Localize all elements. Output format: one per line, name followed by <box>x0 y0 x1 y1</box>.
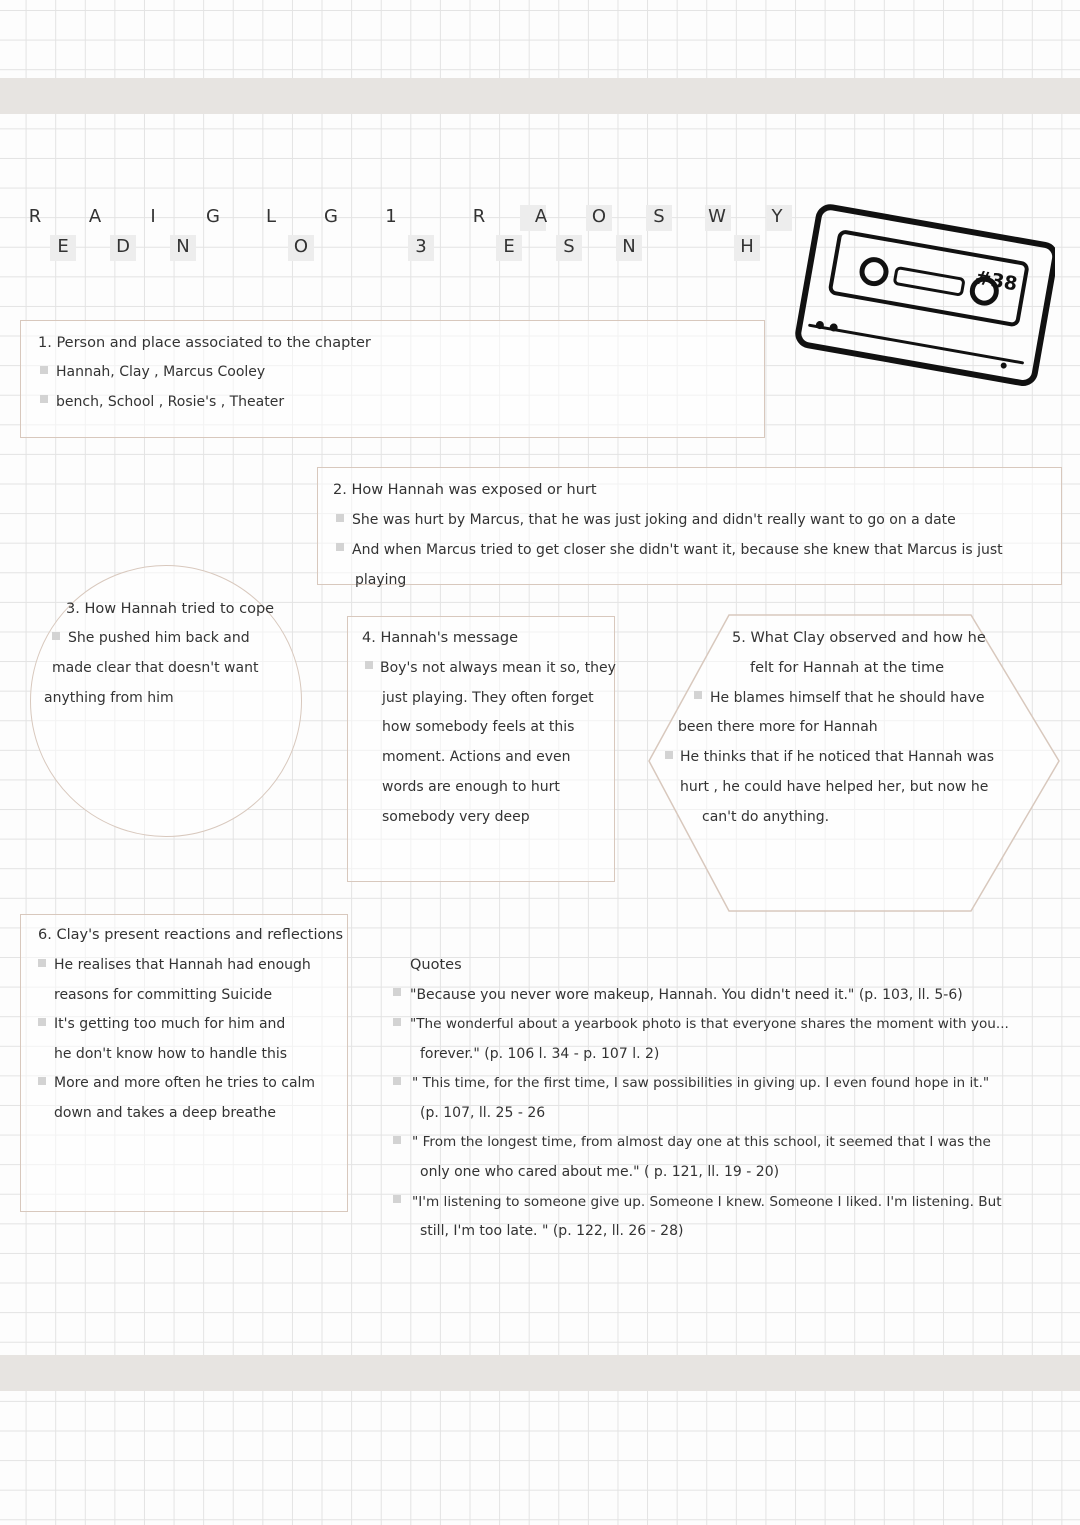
section-5-line: hurt , he could have helped her, but now he <box>680 779 989 795</box>
bullet-icon <box>393 1195 401 1203</box>
title-letter: D <box>116 236 130 257</box>
section-6-line: reasons for committing Suicide <box>54 987 273 1003</box>
section-6-line: More and more often he tries to calm <box>54 1075 316 1091</box>
title-letter: G <box>206 206 220 227</box>
bullet-icon <box>393 988 401 996</box>
title-letter: I <box>150 206 156 227</box>
section-1-heading: 1. Person and place associated to the chapter <box>38 335 371 351</box>
title-letter: S <box>563 236 575 257</box>
bullet-icon <box>336 543 344 551</box>
bullet-icon <box>393 1136 401 1144</box>
section-3-line: She pushed him back and <box>68 630 250 646</box>
bullet-icon <box>393 1018 401 1026</box>
title-letter: R <box>472 206 486 227</box>
section-4-line: Boy's not always mean it so, they <box>380 660 616 676</box>
quote-line: (p. 107, ll. 25 - 26 <box>420 1105 546 1121</box>
quote-line: " This time, for the first time, I saw possibilities in giving up. I even found hope in it." <box>412 1075 990 1091</box>
title-letter: 3 <box>415 236 427 257</box>
section-4-line: moment. Actions and even <box>382 749 571 765</box>
quote-line: "I'm listening to someone give up. Someone I knew. Someone I liked. I'm listening. But <box>412 1194 1002 1210</box>
section-2-item: She was hurt by Marcus, that he was just joking and didn't really want to go on a date <box>352 512 956 528</box>
section-5-heading-2: felt for Hannah at the time <box>750 660 945 676</box>
title-letter: 1 <box>385 206 397 227</box>
section-1-item: Hannah, Clay , Marcus Cooley <box>56 364 266 380</box>
title-letter: H <box>740 236 754 257</box>
bullet-icon <box>393 1077 401 1085</box>
section-3-line: anything from him <box>44 690 174 706</box>
bullet-icon <box>38 1018 46 1026</box>
quotes-heading: Quotes <box>410 957 462 973</box>
section-6-line: It's getting too much for him and <box>54 1016 286 1032</box>
section-5-line: been there more for Hannah <box>678 719 878 735</box>
section-4-line: just playing. They often forget <box>382 690 594 706</box>
title-letter: G <box>324 206 338 227</box>
title-letter: R <box>28 206 42 227</box>
bullet-icon <box>40 366 48 374</box>
bullet-icon <box>365 661 373 669</box>
bullet-icon <box>40 395 48 403</box>
section-1-item: bench, School , Rosie's , Theater <box>56 394 285 410</box>
bullet-icon <box>52 632 60 640</box>
quote-line: only one who cared about me." ( p. 121, ll. 19 - 20) <box>420 1164 780 1180</box>
section-5-line: He thinks that if he noticed that Hannah was <box>680 749 995 765</box>
bullet-icon <box>665 751 673 759</box>
footer-band <box>0 1355 1080 1391</box>
title-letter: N <box>622 236 636 257</box>
section-3-heading: 3. How Hannah tried to cope <box>66 601 275 617</box>
quote-line: "The wonderful about a yearbook photo is that everyone shares the moment with you... <box>410 1016 1009 1032</box>
section-3-line: made clear that doesn't want <box>52 660 259 676</box>
title-letter: L <box>265 206 277 227</box>
title-letter: S <box>653 206 665 227</box>
section-4-line: how somebody feels at this <box>382 719 575 735</box>
title-letter: O <box>293 236 309 257</box>
title-letter: N <box>176 236 190 257</box>
title-letter: O <box>591 206 607 227</box>
section-6-line: He realises that Hannah had enough <box>54 957 311 973</box>
cassette-label: #38 <box>973 266 1019 296</box>
header-band <box>0 78 1080 114</box>
section-6-line: down and takes a deep breathe <box>54 1105 277 1121</box>
quote-line: " From the longest time, from almost day one at this school, it seemed that I was the <box>412 1134 991 1150</box>
bullet-icon <box>38 959 46 967</box>
title-letter: E <box>57 236 69 257</box>
section-4-line: somebody very deep <box>382 809 530 825</box>
section-2-heading: 2. How Hannah was exposed or hurt <box>333 482 597 498</box>
title-letter: Y <box>771 206 783 227</box>
quote-line: still, I'm too late. " (p. 122, ll. 26 - 28) <box>420 1223 684 1239</box>
quote-line: "Because you never wore makeup, Hannah. You didn't need it." (p. 103, ll. 5-6) <box>410 987 963 1003</box>
bullet-icon <box>38 1077 46 1085</box>
section-2-item: playing <box>355 572 407 588</box>
section-5-line: can't do anything. <box>702 809 830 825</box>
title-letter: A <box>534 206 548 227</box>
title-letter: E <box>503 236 515 257</box>
section-6-line: he don't know how to handle this <box>54 1046 288 1062</box>
quote-line: forever." (p. 106 l. 34 - p. 107 l. 2) <box>420 1046 660 1062</box>
bullet-icon <box>336 514 344 522</box>
section-5-heading: 5. What Clay observed and how he <box>732 630 986 646</box>
section-4-heading: 4. Hannah's message <box>362 630 519 646</box>
bullet-icon <box>694 691 702 699</box>
section-5-line: He blames himself that he should have <box>710 690 985 706</box>
title-letter: W <box>708 206 726 227</box>
cassette-tape-icon <box>795 195 1055 415</box>
section-4-line: words are enough to hurt <box>382 779 560 795</box>
section-6-heading: 6. Clay's present reactions and reflections <box>38 927 344 943</box>
section-2-item: And when Marcus tried to get closer she didn't want it, because she knew that Marcus is just <box>352 542 1003 558</box>
title-letter: A <box>88 206 102 227</box>
